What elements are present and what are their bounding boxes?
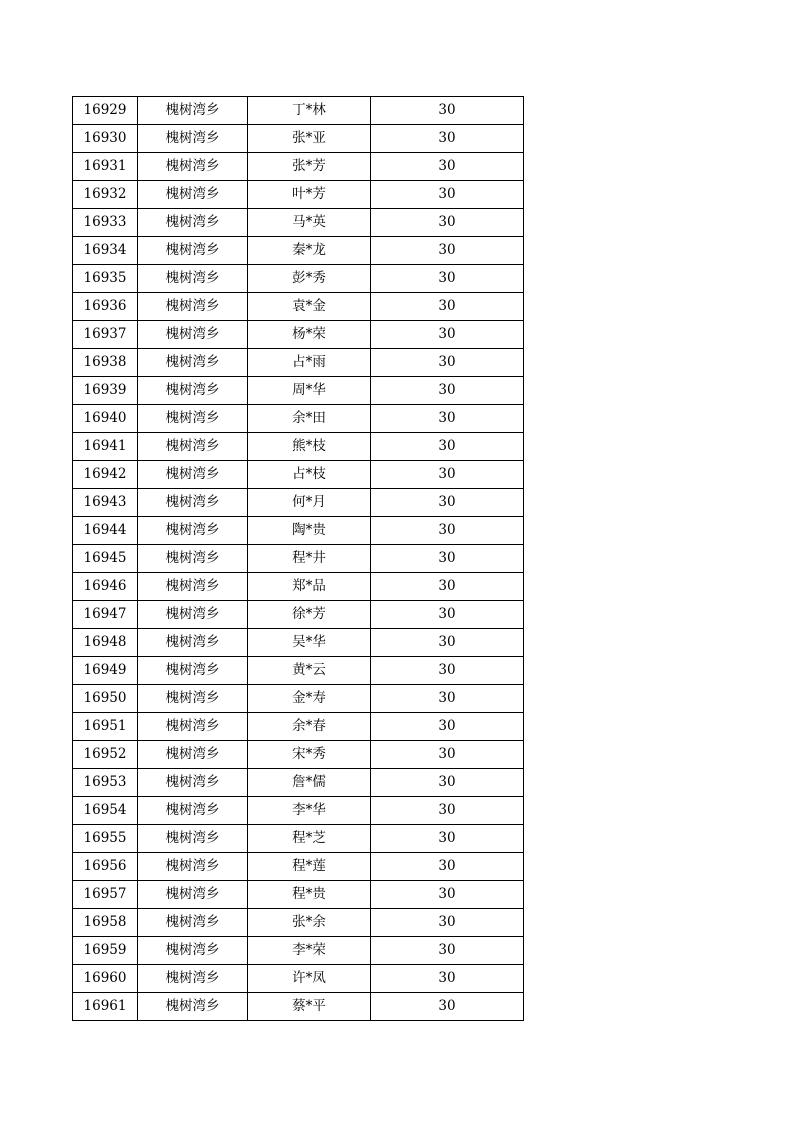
amount-cell: 30 (371, 993, 524, 1021)
table-row (73, 713, 524, 741)
record-id-cell: 16959 (73, 937, 138, 965)
amount-cell: 30 (371, 573, 524, 601)
records-table-body (73, 97, 524, 1021)
town-cell: 槐树湾乡 (138, 769, 248, 797)
person-name-cell: 李*荣 (248, 937, 371, 965)
record-id-cell: 16941 (73, 433, 138, 461)
record-id-cell: 16932 (73, 181, 138, 209)
table-row (73, 629, 524, 657)
town-cell: 槐树湾乡 (138, 153, 248, 181)
amount-cell: 30 (371, 629, 524, 657)
table-row (73, 321, 524, 349)
table-row (73, 265, 524, 293)
amount-cell: 30 (371, 321, 524, 349)
person-name-cell: 叶*芳 (248, 181, 371, 209)
person-name-cell: 郑*品 (248, 573, 371, 601)
amount-cell: 30 (371, 125, 524, 153)
table-row (73, 97, 524, 125)
amount-cell: 30 (371, 293, 524, 321)
table-row (73, 293, 524, 321)
table-row (73, 741, 524, 769)
amount-cell: 30 (371, 489, 524, 517)
person-name-cell: 杨*荣 (248, 321, 371, 349)
town-cell: 槐树湾乡 (138, 657, 248, 685)
amount-cell: 30 (371, 181, 524, 209)
town-cell: 槐树湾乡 (138, 881, 248, 909)
town-cell: 槐树湾乡 (138, 97, 248, 125)
town-cell: 槐树湾乡 (138, 937, 248, 965)
record-id-cell: 16954 (73, 797, 138, 825)
record-id-cell: 16935 (73, 265, 138, 293)
town-cell: 槐树湾乡 (138, 545, 248, 573)
town-cell: 槐树湾乡 (138, 853, 248, 881)
amount-cell: 30 (371, 965, 524, 993)
town-cell: 槐树湾乡 (138, 797, 248, 825)
record-id-cell: 16958 (73, 909, 138, 937)
table-row (73, 909, 524, 937)
table-row (73, 461, 524, 489)
record-id-cell: 16937 (73, 321, 138, 349)
person-name-cell: 周*华 (248, 377, 371, 405)
person-name-cell: 程*贵 (248, 881, 371, 909)
record-id-cell: 16960 (73, 965, 138, 993)
record-id-cell: 16950 (73, 685, 138, 713)
amount-cell: 30 (371, 881, 524, 909)
amount-cell: 30 (371, 853, 524, 881)
person-name-cell: 宋*秀 (248, 741, 371, 769)
record-id-cell: 16939 (73, 377, 138, 405)
person-name-cell: 张*亚 (248, 125, 371, 153)
town-cell: 槐树湾乡 (138, 293, 248, 321)
table-row (73, 377, 524, 405)
amount-cell: 30 (371, 153, 524, 181)
table-row (73, 237, 524, 265)
town-cell: 槐树湾乡 (138, 405, 248, 433)
table-row (73, 797, 524, 825)
amount-cell: 30 (371, 601, 524, 629)
town-cell: 槐树湾乡 (138, 629, 248, 657)
record-id-cell: 16944 (73, 517, 138, 545)
town-cell: 槐树湾乡 (138, 517, 248, 545)
town-cell: 槐树湾乡 (138, 713, 248, 741)
town-cell: 槐树湾乡 (138, 265, 248, 293)
person-name-cell: 吴*华 (248, 629, 371, 657)
record-id-cell: 16945 (73, 545, 138, 573)
amount-cell: 30 (371, 517, 524, 545)
person-name-cell: 马*英 (248, 209, 371, 237)
table-row (73, 657, 524, 685)
town-cell: 槐树湾乡 (138, 321, 248, 349)
town-cell: 槐树湾乡 (138, 237, 248, 265)
town-cell: 槐树湾乡 (138, 573, 248, 601)
table-row (73, 517, 524, 545)
record-id-cell: 16934 (73, 237, 138, 265)
person-name-cell: 张*余 (248, 909, 371, 937)
amount-cell: 30 (371, 797, 524, 825)
record-id-cell: 16942 (73, 461, 138, 489)
person-name-cell: 张*芳 (248, 153, 371, 181)
town-cell: 槐树湾乡 (138, 377, 248, 405)
amount-cell: 30 (371, 713, 524, 741)
amount-cell: 30 (371, 405, 524, 433)
person-name-cell: 许*凤 (248, 965, 371, 993)
person-name-cell: 占*雨 (248, 349, 371, 377)
town-cell: 槐树湾乡 (138, 685, 248, 713)
table-row (73, 349, 524, 377)
town-cell: 槐树湾乡 (138, 741, 248, 769)
record-id-cell: 16952 (73, 741, 138, 769)
record-id-cell: 16938 (73, 349, 138, 377)
amount-cell: 30 (371, 377, 524, 405)
person-name-cell: 徐*芳 (248, 601, 371, 629)
table-row (73, 433, 524, 461)
person-name-cell: 金*寿 (248, 685, 371, 713)
amount-cell: 30 (371, 545, 524, 573)
table-row (73, 125, 524, 153)
amount-cell: 30 (371, 741, 524, 769)
record-id-cell: 16946 (73, 573, 138, 601)
town-cell: 槐树湾乡 (138, 349, 248, 377)
amount-cell: 30 (371, 433, 524, 461)
record-id-cell: 16933 (73, 209, 138, 237)
table-row (73, 405, 524, 433)
record-id-cell: 16930 (73, 125, 138, 153)
table-row (73, 209, 524, 237)
amount-cell: 30 (371, 237, 524, 265)
record-id-cell: 16953 (73, 769, 138, 797)
town-cell: 槐树湾乡 (138, 125, 248, 153)
record-id-cell: 16943 (73, 489, 138, 517)
record-id-cell: 16948 (73, 629, 138, 657)
table-row (73, 545, 524, 573)
table-row (73, 685, 524, 713)
record-id-cell: 16929 (73, 97, 138, 125)
record-id-cell: 16947 (73, 601, 138, 629)
table-row (73, 489, 524, 517)
person-name-cell: 秦*龙 (248, 237, 371, 265)
person-name-cell: 何*月 (248, 489, 371, 517)
town-cell: 槐树湾乡 (138, 909, 248, 937)
person-name-cell: 黄*云 (248, 657, 371, 685)
table-row (73, 573, 524, 601)
amount-cell: 30 (371, 685, 524, 713)
table-row (73, 993, 524, 1021)
table-row (73, 965, 524, 993)
town-cell: 槐树湾乡 (138, 825, 248, 853)
person-name-cell: 李*华 (248, 797, 371, 825)
amount-cell: 30 (371, 349, 524, 377)
amount-cell: 30 (371, 265, 524, 293)
person-name-cell: 占*枝 (248, 461, 371, 489)
table-row (73, 853, 524, 881)
amount-cell: 30 (371, 937, 524, 965)
person-name-cell: 程*井 (248, 545, 371, 573)
person-name-cell: 程*芝 (248, 825, 371, 853)
person-name-cell: 詹*儒 (248, 769, 371, 797)
person-name-cell: 彭*秀 (248, 265, 371, 293)
person-name-cell: 蔡*平 (248, 993, 371, 1021)
person-name-cell: 余*春 (248, 713, 371, 741)
records-table (72, 96, 524, 1021)
town-cell: 槐树湾乡 (138, 433, 248, 461)
town-cell: 槐树湾乡 (138, 209, 248, 237)
amount-cell: 30 (371, 769, 524, 797)
table-row (73, 769, 524, 797)
person-name-cell: 丁*林 (248, 97, 371, 125)
table-row (73, 825, 524, 853)
person-name-cell: 陶*贵 (248, 517, 371, 545)
person-name-cell: 程*莲 (248, 853, 371, 881)
amount-cell: 30 (371, 209, 524, 237)
table-row (73, 181, 524, 209)
record-id-cell: 16961 (73, 993, 138, 1021)
record-id-cell: 16957 (73, 881, 138, 909)
town-cell: 槐树湾乡 (138, 601, 248, 629)
town-cell: 槐树湾乡 (138, 489, 248, 517)
record-id-cell: 16955 (73, 825, 138, 853)
town-cell: 槐树湾乡 (138, 181, 248, 209)
record-id-cell: 16951 (73, 713, 138, 741)
record-id-cell: 16936 (73, 293, 138, 321)
record-id-cell: 16949 (73, 657, 138, 685)
table-row (73, 937, 524, 965)
amount-cell: 30 (371, 461, 524, 489)
amount-cell: 30 (371, 657, 524, 685)
town-cell: 槐树湾乡 (138, 461, 248, 489)
record-id-cell: 16956 (73, 853, 138, 881)
town-cell: 槐树湾乡 (138, 965, 248, 993)
record-id-cell: 16940 (73, 405, 138, 433)
table-row (73, 601, 524, 629)
person-name-cell: 余*田 (248, 405, 371, 433)
record-id-cell: 16931 (73, 153, 138, 181)
amount-cell: 30 (371, 909, 524, 937)
table-row (73, 881, 524, 909)
person-name-cell: 袁*金 (248, 293, 371, 321)
table-row (73, 153, 524, 181)
amount-cell: 30 (371, 825, 524, 853)
person-name-cell: 熊*枝 (248, 433, 371, 461)
town-cell: 槐树湾乡 (138, 993, 248, 1021)
amount-cell: 30 (371, 97, 524, 125)
